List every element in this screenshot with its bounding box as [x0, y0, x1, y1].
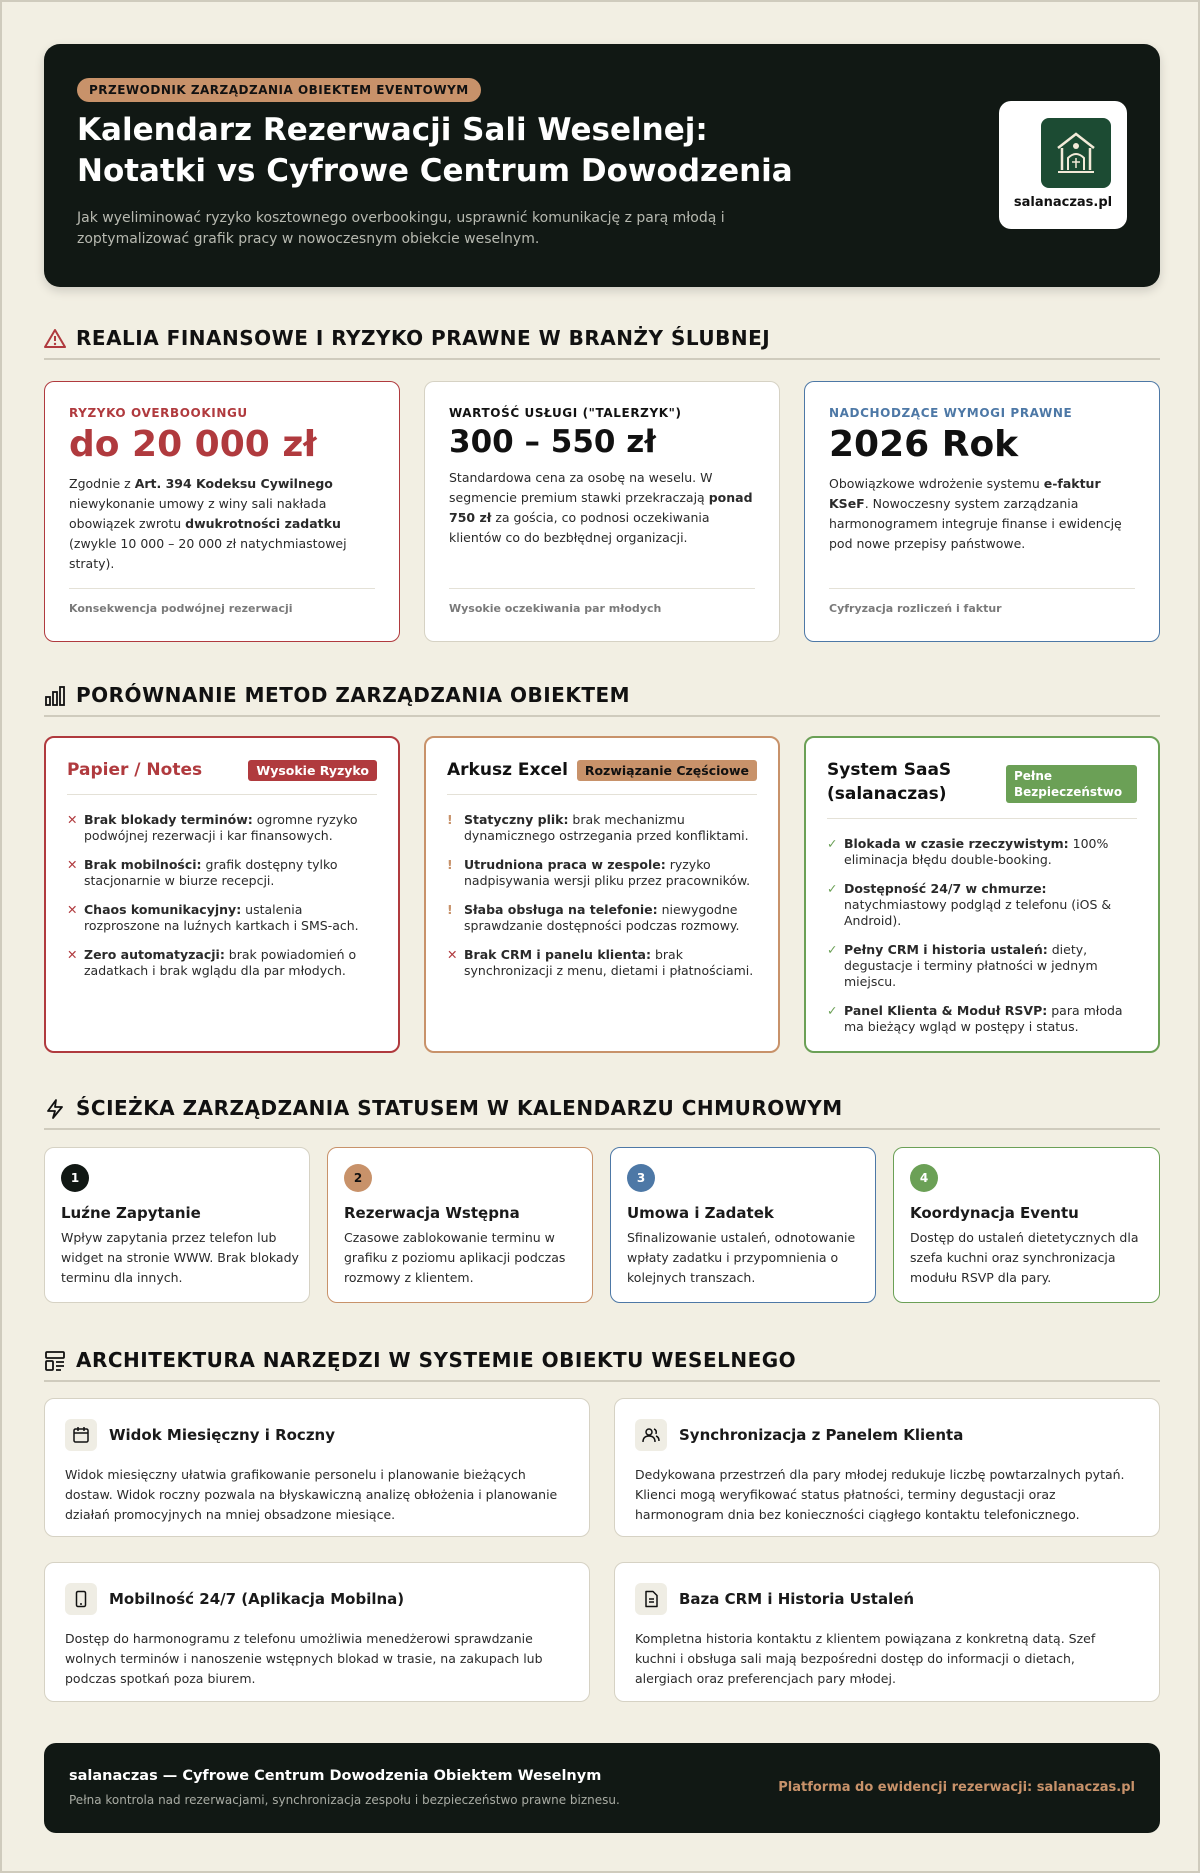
step-description: Wpływ zapytania przez telefon lub widget na stronie WWW. Brak blokady terminu dla innych.	[61, 1230, 299, 1285]
footer-title: salanaczas — Cyfrowe Centrum Dowodzenia Obiektem Weselnym	[69, 1768, 602, 1784]
logo-card[interactable]	[999, 101, 1127, 229]
step-card-2	[327, 1147, 593, 1303]
venue-logo-icon	[1041, 118, 1111, 188]
list-item: ✓ Panel Klienta & Moduł RSVP: para młoda ma bieżący wgląd w postępy i status.	[827, 1003, 1123, 1034]
finance-card-overbooking	[44, 381, 400, 642]
lightning-icon	[44, 1098, 66, 1120]
list-item: ! Statyczny plik: brak mechanizmu dynamicznego ostrzegania przed konfliktami.	[447, 812, 749, 843]
method-list	[67, 812, 377, 992]
method-list	[827, 836, 1137, 1048]
warning-icon	[44, 328, 66, 350]
list-item: ! Utrudniona praca w zespole: ryzyko nadpisywania wersji pliku przez pracowników.	[447, 857, 751, 888]
method-title: Papier / Notes	[67, 760, 203, 780]
tool-description: Dostęp do harmonogramu z telefonu umożliwia menedżerowi sprawdzanie wolnych terminów i nanoszenie wstępnych blokad w trasie, na zakupach lub podczas spotkań poza biurem.	[65, 1631, 543, 1686]
card-footnote: Konsekwencja podwójnej rezerwacji	[69, 602, 293, 615]
list-item: ✕ Zero automatyzacji: brak powiadomień o zadatkach i brak wglądu dla par młodych.	[67, 947, 357, 978]
section-header-tools	[44, 1342, 1160, 1382]
tool-description: Dedykowana przestrzeń dla pary młodej redukuje liczbę powtarzalnych pytań. Klienci mogą weryfikować status płatności, terminy degustacji oraz harmonogram dnia bez konieczności ciągłego kontaktu telefonicznego.	[635, 1467, 1125, 1522]
step-number: 3	[627, 1164, 655, 1192]
card-description: Zgodnie z Art. 394 Kodeksu Cywilnego niewykonanie umowy z winy sali nakłada obowiązek zwrotu dwukrotności zadatku (zwykle 10 000 – 20 000 zł natychmiastowej straty).	[69, 476, 347, 571]
list-item: ✕ Brak CRM i panelu klienta: brak synchronizacji z menu, dietami i płatnościami.	[447, 947, 754, 978]
method-title: System SaaS (salanaczas)	[827, 760, 952, 804]
footer-subtitle: Pełna kontrola nad rezerwacjami, synchronizacja zespołu i bezpieczeństwo prawne biznesu.	[69, 1793, 620, 1807]
page-title: Kalendarz Rezerwacji Sali Weselnej: Notatki vs Cyfrowe Centrum Dowodzenia	[77, 112, 793, 189]
method-title: Arkusz Excel	[447, 760, 568, 780]
list-item: ✓ Pełny CRM i historia ustaleń: diety, degustacje i terminy płatności w jednym miejscu.	[827, 942, 1098, 989]
card-label: WARTOŚĆ USŁUGI ("TALERZYK")	[449, 406, 682, 420]
card-footnote: Wysokie oczekiwania par młodych	[449, 602, 662, 615]
logo-text: salanaczas.pl	[1013, 195, 1113, 210]
tool-description: Widok miesięczny ułatwia grafikowanie personelu i planowanie bieżących dostaw. Widok roczny pozwala na błyskawiczną analizę obłożenia i planowanie działań promocyjnych na mniej obsadzone miesiące.	[65, 1467, 558, 1522]
page-subtitle: Jak wyeliminować ryzyko kosztownego overbookingu, usprawnić komunikację z parą młodą i zoptymalizować grafik pracy w nowoczesnym obiekcie weselnym.	[77, 210, 725, 247]
section-title: REALIA FINANSOWE I RYZYKO PRAWNE W BRANŻY ŚLUBNEJ	[76, 326, 771, 350]
step-title: Rezerwacja Wstępna	[344, 1204, 520, 1222]
tool-card-calendar	[44, 1398, 590, 1537]
risk-badge: Wysokie Ryzyko	[248, 760, 377, 781]
document-icon	[635, 1583, 667, 1615]
tool-title: Synchronizacja z Panelem Klienta	[679, 1426, 964, 1444]
bar-chart-icon	[44, 685, 66, 707]
tool-title: Mobilność 24/7 (Aplikacja Mobilna)	[109, 1590, 405, 1608]
card-value: do 20 000 zł	[69, 424, 317, 465]
hero-banner	[44, 44, 1160, 287]
tool-card-client-panel	[614, 1398, 1160, 1537]
footer-platform-link[interactable]: Platforma do ewidencji rezerwacji: salanaczas.pl	[778, 1780, 1135, 1795]
section-header-compare	[44, 677, 1160, 717]
card-value: 2026 Rok	[829, 424, 1019, 465]
section-title: PORÓWNANIE METOD ZARZĄDZANIA OBIEKTEM	[76, 683, 631, 707]
step-card-4	[893, 1147, 1160, 1303]
section-header-path	[44, 1090, 1160, 1130]
card-label: RYZYKO OVERBOOKINGU	[69, 406, 248, 420]
step-title: Luźne Zapytanie	[61, 1204, 201, 1222]
tool-title: Baza CRM i Historia Ustaleń	[679, 1590, 915, 1608]
step-description: Sfinalizowanie ustaleń, odnotowanie wpłaty zadatku i przypomnienia o kolejnych transzach.	[627, 1230, 856, 1285]
tool-title: Widok Miesięczny i Roczny	[109, 1426, 336, 1444]
card-footnote: Cyfryzacja rozliczeń i faktur	[829, 602, 1002, 615]
card-label: NADCHODZĄCE WYMOGI PRAWNE	[829, 406, 1073, 420]
method-card-saas	[804, 736, 1160, 1053]
step-card-3	[610, 1147, 876, 1303]
step-card-1	[44, 1147, 310, 1303]
list-item: ✕ Brak blokady terminów: ogromne ryzyko podwójnej rezerwacji i kar finansowych.	[67, 812, 358, 843]
finance-card-legal	[804, 381, 1160, 642]
tool-card-mobile	[44, 1562, 590, 1702]
step-number: 2	[344, 1164, 372, 1192]
step-title: Koordynacja Eventu	[910, 1204, 1079, 1222]
step-number: 1	[61, 1164, 89, 1192]
phone-icon	[65, 1583, 97, 1615]
tool-card-crm	[614, 1562, 1160, 1702]
method-list	[447, 812, 757, 992]
card-description: Obowiązkowe wdrożenie systemu e-faktur KSeF. Nowoczesny system zarządzania harmonogramem integruje finanse i ewidencję pod nowe przepisy państwowe.	[829, 476, 1122, 551]
step-number: 4	[910, 1164, 938, 1192]
method-card-paper	[44, 736, 400, 1053]
list-item: ✓ Blokada w czasie rzeczywistym: 100% eliminacja błędu double-booking.	[827, 836, 1109, 867]
guide-pill: PRZEWODNIK ZARZĄDZANIA OBIEKTEM EVENTOWYM	[77, 78, 481, 102]
method-card-excel	[424, 736, 780, 1053]
list-item: ✓ Dostępność 24/7 w chmurze: natychmiastowy podgląd z telefonu (iOS & Android).	[827, 881, 1112, 928]
step-description: Czasowe zablokowanie terminu w grafiku z poziomu aplikacji podczas rozmowy z klientem.	[344, 1230, 566, 1285]
step-description: Dostęp do ustaleń dietetycznych dla szefa kuchni oraz synchronizacja modułu RSVP dla pary.	[910, 1230, 1139, 1285]
risk-badge: Pełne Bezpieczeństwo	[1006, 765, 1137, 803]
card-value: 300 – 550 zł	[449, 424, 656, 460]
list-item: ✕ Chaos komunikacyjny: ustalenia rozproszone na luźnych kartkach i SMS-ach.	[67, 902, 359, 933]
layout-icon	[44, 1350, 66, 1372]
list-item: ✕ Brak mobilności: grafik dostępny tylko stacjonarnie w biurze recepcji.	[67, 857, 338, 888]
section-header-finance	[44, 320, 1160, 360]
calendar-icon	[65, 1419, 97, 1451]
footer	[44, 1743, 1160, 1833]
risk-badge: Rozwiązanie Częściowe	[577, 760, 757, 781]
list-item: ! Słaba obsługa na telefonie: niewygodne sprawdzanie dostępności podczas rozmowy.	[447, 902, 740, 933]
finance-card-plate-value	[424, 381, 780, 642]
card-description: Standardowa cena za osobę na weselu. W segmencie premium stawki przekraczają ponad 750 zł za gościa, co podnosi oczekiwania klientów co do bezbłędnej organizacji.	[449, 470, 753, 545]
section-title: ŚCIEŻKA ZARZĄDZANIA STATUSEM W KALENDARZU CHMUROWYM	[76, 1096, 843, 1120]
section-title: ARCHITEKTURA NARZĘDZI W SYSTEMIE OBIEKTU WESELNEGO	[76, 1348, 797, 1372]
step-title: Umowa i Zadatek	[627, 1204, 774, 1222]
users-icon	[635, 1419, 667, 1451]
tool-description: Kompletna historia kontaktu z klientem powiązana z konkretną datą. Szef kuchni i obsługa sali mają bezpośredni dostęp do informacji o dietach, alergiach oraz preferencjach pary młodej.	[635, 1631, 1096, 1686]
